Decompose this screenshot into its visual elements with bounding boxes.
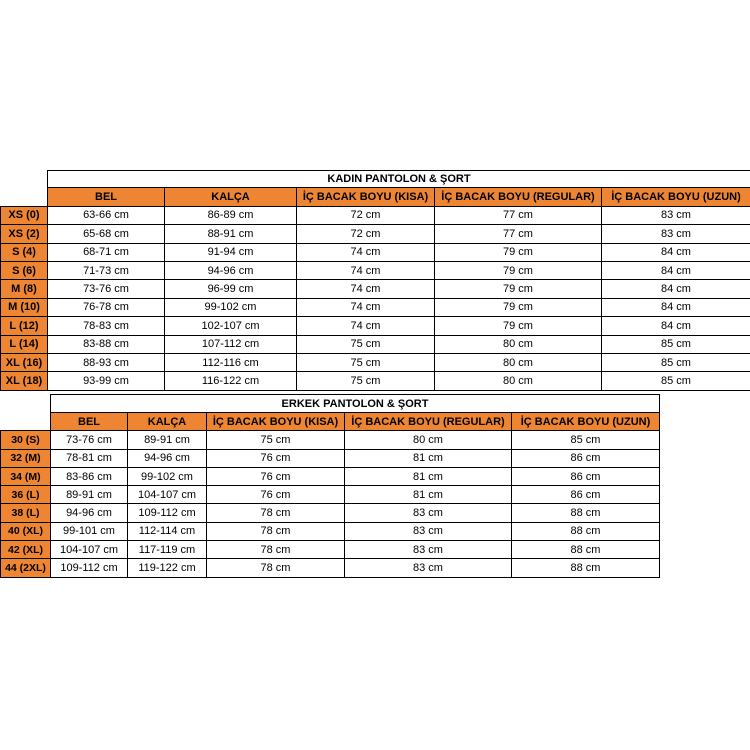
cell-kalca: 112-114 cm	[128, 522, 207, 540]
cell-kisa: 76 cm	[207, 467, 345, 485]
cell-bel: 73-76 cm	[51, 431, 128, 449]
cell-uzun: 83 cm	[602, 206, 750, 224]
cell-bel: 71-73 cm	[48, 261, 165, 279]
table-row	[1, 298, 750, 316]
cell-kalca: 109-112 cm	[128, 504, 207, 522]
cell-uzun: 85 cm	[602, 372, 750, 390]
cell-kalca: 99-102 cm	[165, 298, 297, 316]
cell-kisa: 74 cm	[297, 261, 435, 279]
header-kisa: İÇ BACAK BOYU (KISA)	[297, 188, 435, 206]
cell-regular: 77 cm	[435, 225, 602, 243]
cell-regular: 80 cm	[435, 372, 602, 390]
cell-uzun: 84 cm	[602, 243, 750, 261]
size-label: M (10)	[1, 298, 48, 316]
size-label: 40 (XL)	[1, 522, 51, 540]
cell-kisa: 78 cm	[207, 541, 345, 559]
cell-uzun: 84 cm	[602, 317, 750, 335]
cell-regular: 80 cm	[345, 431, 512, 449]
cell-kalca: 119-122 cm	[128, 559, 207, 577]
cell-uzun: 84 cm	[602, 261, 750, 279]
header-kalca: KALÇA	[128, 413, 207, 431]
corner-blank	[1, 171, 48, 188]
cell-bel: 68-71 cm	[48, 243, 165, 261]
cell-bel: 93-99 cm	[48, 372, 165, 390]
table-row	[1, 449, 660, 467]
cell-kisa: 76 cm	[207, 449, 345, 467]
cell-bel: 99-101 cm	[51, 522, 128, 540]
size-label: S (6)	[1, 261, 48, 279]
cell-bel: 83-88 cm	[48, 335, 165, 353]
cell-kisa: 74 cm	[297, 298, 435, 316]
cell-kalca: 94-96 cm	[128, 449, 207, 467]
cell-uzun: 88 cm	[512, 559, 660, 577]
cell-uzun: 85 cm	[602, 335, 750, 353]
cell-regular: 77 cm	[435, 206, 602, 224]
cell-regular: 79 cm	[435, 298, 602, 316]
size-label: 34 (M)	[1, 467, 51, 485]
size-label: 36 (L)	[1, 486, 51, 504]
cell-kalca: 117-119 cm	[128, 541, 207, 559]
cell-bel: 78-81 cm	[51, 449, 128, 467]
cell-kalca: 116-122 cm	[165, 372, 297, 390]
size-label: XS (2)	[1, 225, 48, 243]
table-row	[1, 261, 750, 279]
men-table-title: ERKEK PANTOLON & ŞORT	[51, 395, 660, 413]
table-row	[1, 335, 750, 353]
cell-kisa: 75 cm	[207, 431, 345, 449]
cell-kisa: 75 cm	[297, 353, 435, 371]
cell-regular: 80 cm	[435, 353, 602, 371]
corner-blank	[1, 395, 51, 413]
cell-bel: 104-107 cm	[51, 541, 128, 559]
header-uzun: İÇ BACAK BOYU (UZUN)	[602, 188, 750, 206]
size-label: S (4)	[1, 243, 48, 261]
cell-uzun: 83 cm	[602, 225, 750, 243]
table-row	[1, 486, 660, 504]
size-label: 32 (M)	[1, 449, 51, 467]
cell-kisa: 74 cm	[297, 280, 435, 298]
cell-uzun: 86 cm	[512, 467, 660, 485]
cell-kalca: 89-91 cm	[128, 431, 207, 449]
size-label: 38 (L)	[1, 504, 51, 522]
cell-regular: 79 cm	[435, 280, 602, 298]
cell-kalca: 96-99 cm	[165, 280, 297, 298]
cell-bel: 63-66 cm	[48, 206, 165, 224]
size-label: L (12)	[1, 317, 48, 335]
cell-kisa: 72 cm	[297, 225, 435, 243]
size-label: L (14)	[1, 335, 48, 353]
cell-uzun: 88 cm	[512, 522, 660, 540]
table-row	[1, 372, 750, 390]
table-row	[1, 280, 750, 298]
table-row	[1, 225, 750, 243]
cell-uzun: 86 cm	[512, 449, 660, 467]
cell-kalca: 94-96 cm	[165, 261, 297, 279]
cell-kisa: 78 cm	[207, 504, 345, 522]
size-label: M (8)	[1, 280, 48, 298]
cell-kisa: 75 cm	[297, 372, 435, 390]
cell-uzun: 86 cm	[512, 486, 660, 504]
cell-kalca: 112-116 cm	[165, 353, 297, 371]
cell-bel: 88-93 cm	[48, 353, 165, 371]
cell-regular: 81 cm	[345, 467, 512, 485]
women-table-title: KADIN PANTOLON & ŞORT	[48, 171, 750, 188]
size-label: XS (0)	[1, 206, 48, 224]
cell-regular: 79 cm	[435, 243, 602, 261]
cell-regular: 79 cm	[435, 261, 602, 279]
cell-regular: 83 cm	[345, 541, 512, 559]
corner-blank	[1, 413, 51, 431]
cell-kalca: 86-89 cm	[165, 206, 297, 224]
cell-kisa: 72 cm	[297, 206, 435, 224]
cell-kisa: 74 cm	[297, 243, 435, 261]
header-kalca: KALÇA	[165, 188, 297, 206]
cell-kisa: 74 cm	[297, 317, 435, 335]
cell-kisa: 78 cm	[207, 522, 345, 540]
size-label: 30 (S)	[1, 431, 51, 449]
corner-blank	[1, 188, 48, 206]
table-row	[1, 522, 660, 540]
table-row	[1, 504, 660, 522]
table-row	[1, 243, 750, 261]
table-row	[1, 467, 660, 485]
header-kisa: İÇ BACAK BOYU (KISA)	[207, 413, 345, 431]
header-bel: BEL	[48, 188, 165, 206]
cell-bel: 65-68 cm	[48, 225, 165, 243]
header-bel: BEL	[51, 413, 128, 431]
cell-regular: 83 cm	[345, 504, 512, 522]
cell-uzun: 88 cm	[512, 504, 660, 522]
cell-bel: 73-76 cm	[48, 280, 165, 298]
cell-uzun: 88 cm	[512, 541, 660, 559]
cell-regular: 81 cm	[345, 486, 512, 504]
cell-regular: 79 cm	[435, 317, 602, 335]
cell-bel: 109-112 cm	[51, 559, 128, 577]
size-label: 44 (2XL)	[1, 559, 51, 577]
cell-uzun: 84 cm	[602, 280, 750, 298]
cell-bel: 94-96 cm	[51, 504, 128, 522]
header-regular: İÇ BACAK BOYU (REGULAR)	[435, 188, 602, 206]
table-row	[1, 431, 660, 449]
cell-bel: 76-78 cm	[48, 298, 165, 316]
size-label: 42 (XL)	[1, 541, 51, 559]
cell-kalca: 91-94 cm	[165, 243, 297, 261]
cell-regular: 81 cm	[345, 449, 512, 467]
cell-bel: 89-91 cm	[51, 486, 128, 504]
cell-kisa: 75 cm	[297, 335, 435, 353]
cell-kalca: 99-102 cm	[128, 467, 207, 485]
cell-uzun: 85 cm	[512, 431, 660, 449]
table-row	[1, 206, 750, 224]
size-label: XL (18)	[1, 372, 48, 390]
cell-kisa: 76 cm	[207, 486, 345, 504]
cell-kisa: 78 cm	[207, 559, 345, 577]
cell-uzun: 84 cm	[602, 298, 750, 316]
men-size-table	[0, 394, 660, 578]
cell-regular: 83 cm	[345, 522, 512, 540]
women-size-table	[0, 170, 750, 391]
table-row	[1, 317, 750, 335]
cell-kalca: 107-112 cm	[165, 335, 297, 353]
header-uzun: İÇ BACAK BOYU (UZUN)	[512, 413, 660, 431]
table-row	[1, 541, 660, 559]
cell-kalca: 88-91 cm	[165, 225, 297, 243]
cell-regular: 83 cm	[345, 559, 512, 577]
table-row	[1, 353, 750, 371]
table-row	[1, 559, 660, 577]
header-regular: İÇ BACAK BOYU (REGULAR)	[345, 413, 512, 431]
cell-bel: 83-86 cm	[51, 467, 128, 485]
cell-regular: 80 cm	[435, 335, 602, 353]
cell-kalca: 104-107 cm	[128, 486, 207, 504]
cell-bel: 78-83 cm	[48, 317, 165, 335]
size-label: XL (16)	[1, 353, 48, 371]
cell-uzun: 85 cm	[602, 353, 750, 371]
cell-kalca: 102-107 cm	[165, 317, 297, 335]
